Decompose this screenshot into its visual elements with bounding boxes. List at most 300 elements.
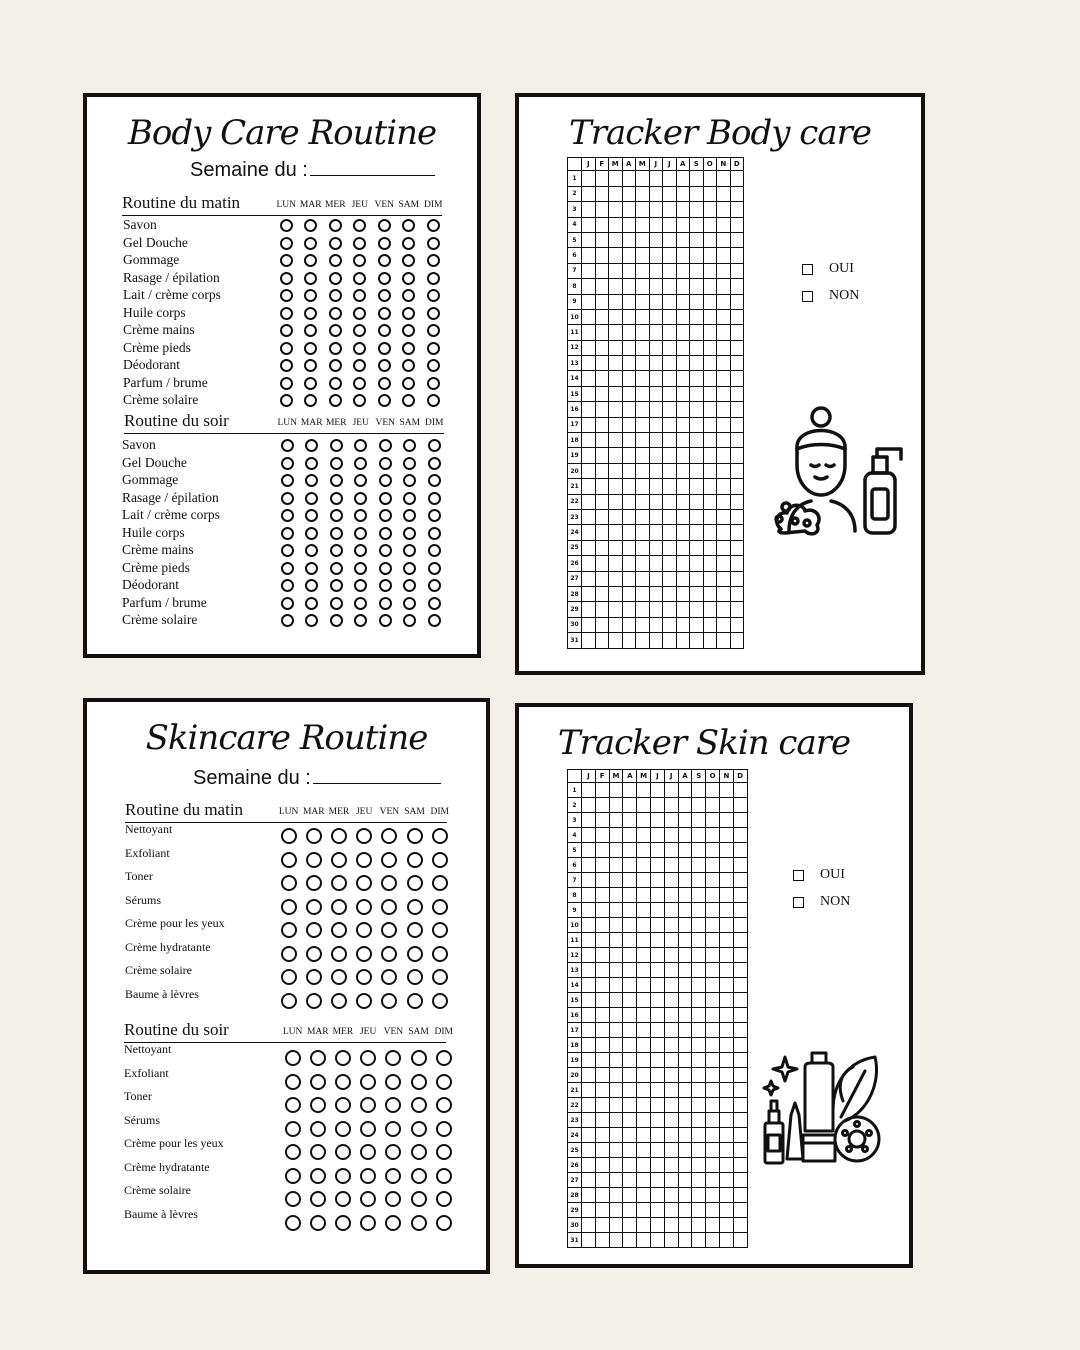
tracker-cell[interactable]: [649, 509, 663, 524]
tracker-cell[interactable]: [609, 171, 623, 186]
tracker-cell[interactable]: [650, 918, 664, 933]
day-checkbox[interactable]: [330, 579, 343, 592]
tracker-cell[interactable]: [609, 602, 623, 617]
tracker-cell[interactable]: [730, 494, 744, 509]
tracker-cell[interactable]: [678, 1023, 692, 1038]
day-checkbox[interactable]: [402, 289, 415, 302]
tracker-cell[interactable]: [623, 888, 637, 903]
day-checkbox[interactable]: [335, 1168, 351, 1184]
day-checkbox[interactable]: [403, 562, 416, 575]
day-checkbox[interactable]: [428, 492, 441, 505]
tracker-cell[interactable]: [690, 309, 704, 324]
tracker-cell[interactable]: [703, 556, 717, 571]
day-checkbox[interactable]: [353, 254, 366, 267]
tracker-cell[interactable]: [622, 371, 636, 386]
tracker-cell[interactable]: [730, 356, 744, 371]
tracker-cell[interactable]: [622, 248, 636, 263]
tracker-cell[interactable]: [609, 248, 623, 263]
tracker-cell[interactable]: [637, 873, 651, 888]
tracker-cell[interactable]: [637, 1038, 651, 1053]
day-checkbox[interactable]: [280, 254, 293, 267]
tracker-cell[interactable]: [730, 202, 744, 217]
tracker-cell[interactable]: [719, 843, 733, 858]
tracker-cell[interactable]: [733, 1158, 747, 1173]
day-checkbox[interactable]: [354, 579, 367, 592]
tracker-cell[interactable]: [719, 1053, 733, 1068]
tracker-cell[interactable]: [706, 1233, 720, 1248]
tracker-cell[interactable]: [623, 963, 637, 978]
tracker-cell[interactable]: [690, 617, 704, 632]
tracker-cell[interactable]: [692, 1188, 706, 1203]
tracker-cell[interactable]: [676, 356, 690, 371]
tracker-cell[interactable]: [636, 463, 650, 478]
day-checkbox[interactable]: [354, 439, 367, 452]
tracker-cell[interactable]: [650, 828, 664, 843]
tracker-cell[interactable]: [719, 1188, 733, 1203]
tracker-cell[interactable]: [703, 171, 717, 186]
day-checkbox[interactable]: [354, 474, 367, 487]
tracker-cell[interactable]: [595, 202, 609, 217]
day-checkbox[interactable]: [381, 828, 397, 844]
tracker-cell[interactable]: [730, 602, 744, 617]
day-checkbox[interactable]: [281, 492, 294, 505]
tracker-cell[interactable]: [637, 1083, 651, 1098]
tracker-cell[interactable]: [622, 617, 636, 632]
tracker-cell[interactable]: [678, 858, 692, 873]
day-checkbox[interactable]: [403, 509, 416, 522]
day-checkbox[interactable]: [379, 544, 392, 557]
tracker-cell[interactable]: [609, 978, 623, 993]
tracker-cell[interactable]: [582, 263, 596, 278]
tracker-cell[interactable]: [706, 1083, 720, 1098]
tracker-cell[interactable]: [663, 448, 677, 463]
tracker-cell[interactable]: [730, 540, 744, 555]
day-checkbox[interactable]: [281, 509, 294, 522]
day-checkbox[interactable]: [407, 899, 423, 915]
tracker-cell[interactable]: [692, 1068, 706, 1083]
tracker-cell[interactable]: [690, 540, 704, 555]
tracker-cell[interactable]: [595, 371, 609, 386]
tracker-cell[interactable]: [609, 402, 623, 417]
tracker-cell[interactable]: [637, 1068, 651, 1083]
tracker-cell[interactable]: [609, 1113, 623, 1128]
tracker-cell[interactable]: [690, 325, 704, 340]
tracker-cell[interactable]: [622, 417, 636, 432]
tracker-cell[interactable]: [649, 325, 663, 340]
day-checkbox[interactable]: [378, 219, 391, 232]
tracker-cell[interactable]: [595, 525, 609, 540]
tracker-cell[interactable]: [582, 828, 596, 843]
tracker-cell[interactable]: [733, 1008, 747, 1023]
tracker-cell[interactable]: [719, 888, 733, 903]
tracker-cell[interactable]: [582, 617, 596, 632]
tracker-cell[interactable]: [636, 509, 650, 524]
day-checkbox[interactable]: [330, 474, 343, 487]
tracker-cell[interactable]: [623, 1023, 637, 1038]
tracker-cell[interactable]: [717, 540, 731, 555]
tracker-cell[interactable]: [690, 248, 704, 263]
tracker-cell[interactable]: [692, 1218, 706, 1233]
tracker-cell[interactable]: [717, 263, 731, 278]
tracker-cell[interactable]: [595, 873, 609, 888]
day-checkbox[interactable]: [304, 272, 317, 285]
tracker-cell[interactable]: [676, 417, 690, 432]
day-checkbox[interactable]: [329, 289, 342, 302]
tracker-cell[interactable]: [703, 463, 717, 478]
tracker-cell[interactable]: [717, 556, 731, 571]
tracker-cell[interactable]: [676, 171, 690, 186]
day-checkbox[interactable]: [305, 457, 318, 470]
tracker-cell[interactable]: [692, 1173, 706, 1188]
tracker-cell[interactable]: [637, 813, 651, 828]
tracker-cell[interactable]: [636, 309, 650, 324]
tracker-cell[interactable]: [582, 633, 596, 648]
tracker-cell[interactable]: [609, 479, 623, 494]
tracker-cell[interactable]: [664, 903, 678, 918]
tracker-cell[interactable]: [664, 813, 678, 828]
day-checkbox[interactable]: [402, 394, 415, 407]
day-checkbox[interactable]: [354, 597, 367, 610]
day-checkbox[interactable]: [281, 562, 294, 575]
tracker-cell[interactable]: [730, 263, 744, 278]
day-checkbox[interactable]: [280, 219, 293, 232]
tracker-cell[interactable]: [595, 933, 609, 948]
tracker-cell[interactable]: [676, 232, 690, 247]
tracker-cell[interactable]: [582, 325, 596, 340]
tracker-cell[interactable]: [622, 171, 636, 186]
tracker-cell[interactable]: [609, 325, 623, 340]
tracker-cell[interactable]: [582, 1113, 596, 1128]
tracker-cell[interactable]: [609, 1008, 623, 1023]
tracker-cell[interactable]: [676, 617, 690, 632]
day-checkbox[interactable]: [280, 272, 293, 285]
day-checkbox[interactable]: [331, 922, 347, 938]
day-checkbox[interactable]: [354, 492, 367, 505]
tracker-cell[interactable]: [595, 417, 609, 432]
tracker-cell[interactable]: [703, 433, 717, 448]
tracker-cell[interactable]: [717, 602, 731, 617]
day-checkbox[interactable]: [403, 544, 416, 557]
tracker-cell[interactable]: [730, 248, 744, 263]
day-checkbox[interactable]: [379, 474, 392, 487]
day-checkbox[interactable]: [385, 1168, 401, 1184]
tracker-cell[interactable]: [719, 1218, 733, 1233]
tracker-cell[interactable]: [636, 340, 650, 355]
tracker-cell[interactable]: [649, 217, 663, 232]
tracker-cell[interactable]: [703, 525, 717, 540]
tracker-cell[interactable]: [706, 918, 720, 933]
tracker-cell[interactable]: [622, 586, 636, 601]
tracker-cell[interactable]: [636, 325, 650, 340]
tracker-cell[interactable]: [623, 1218, 637, 1233]
legend-checkbox[interactable]: [802, 291, 813, 302]
day-checkbox[interactable]: [281, 544, 294, 557]
tracker-cell[interactable]: [692, 1158, 706, 1173]
tracker-cell[interactable]: [706, 1053, 720, 1068]
tracker-cell[interactable]: [730, 232, 744, 247]
day-checkbox[interactable]: [402, 272, 415, 285]
tracker-cell[interactable]: [637, 963, 651, 978]
tracker-cell[interactable]: [719, 1083, 733, 1098]
day-checkbox[interactable]: [402, 237, 415, 250]
day-checkbox[interactable]: [379, 457, 392, 470]
day-checkbox[interactable]: [360, 1215, 376, 1231]
tracker-cell[interactable]: [623, 873, 637, 888]
tracker-cell[interactable]: [733, 1188, 747, 1203]
day-checkbox[interactable]: [285, 1168, 301, 1184]
tracker-cell[interactable]: [676, 556, 690, 571]
tracker-cell[interactable]: [664, 1173, 678, 1188]
tracker-cell[interactable]: [636, 279, 650, 294]
tracker-cell[interactable]: [636, 386, 650, 401]
tracker-cell[interactable]: [650, 963, 664, 978]
day-checkbox[interactable]: [331, 969, 347, 985]
day-checkbox[interactable]: [378, 377, 391, 390]
tracker-cell[interactable]: [637, 933, 651, 948]
tracker-cell[interactable]: [664, 1008, 678, 1023]
tracker-cell[interactable]: [690, 232, 704, 247]
day-checkbox[interactable]: [403, 597, 416, 610]
tracker-cell[interactable]: [595, 479, 609, 494]
tracker-cell[interactable]: [636, 479, 650, 494]
tracker-cell[interactable]: [676, 371, 690, 386]
tracker-cell[interactable]: [636, 540, 650, 555]
legend-checkbox[interactable]: [793, 870, 804, 881]
tracker-cell[interactable]: [719, 1113, 733, 1128]
tracker-cell[interactable]: [595, 232, 609, 247]
tracker-cell[interactable]: [733, 783, 747, 798]
tracker-cell[interactable]: [636, 186, 650, 201]
day-checkbox[interactable]: [305, 474, 318, 487]
tracker-cell[interactable]: [582, 1173, 596, 1188]
day-checkbox[interactable]: [330, 527, 343, 540]
tracker-cell[interactable]: [706, 798, 720, 813]
tracker-cell[interactable]: [623, 858, 637, 873]
day-checkbox[interactable]: [428, 527, 441, 540]
tracker-cell[interactable]: [582, 918, 596, 933]
tracker-cell[interactable]: [730, 386, 744, 401]
tracker-cell[interactable]: [609, 888, 623, 903]
day-checkbox[interactable]: [281, 899, 297, 915]
tracker-cell[interactable]: [609, 1188, 623, 1203]
tracker-cell[interactable]: [664, 1068, 678, 1083]
tracker-cell[interactable]: [678, 1128, 692, 1143]
tracker-cell[interactable]: [595, 602, 609, 617]
tracker-cell[interactable]: [582, 933, 596, 948]
day-checkbox[interactable]: [353, 289, 366, 302]
day-checkbox[interactable]: [353, 342, 366, 355]
tracker-cell[interactable]: [636, 556, 650, 571]
day-checkbox[interactable]: [360, 1168, 376, 1184]
day-checkbox[interactable]: [330, 492, 343, 505]
day-checkbox[interactable]: [436, 1097, 452, 1113]
tracker-cell[interactable]: [650, 1188, 664, 1203]
tracker-cell[interactable]: [717, 525, 731, 540]
tracker-cell[interactable]: [595, 813, 609, 828]
tracker-cell[interactable]: [703, 494, 717, 509]
tracker-cell[interactable]: [582, 858, 596, 873]
tracker-cell[interactable]: [717, 448, 731, 463]
tracker-cell[interactable]: [703, 602, 717, 617]
tracker-cell[interactable]: [730, 402, 744, 417]
tracker-cell[interactable]: [730, 417, 744, 432]
day-checkbox[interactable]: [281, 828, 297, 844]
tracker-cell[interactable]: [690, 294, 704, 309]
tracker-cell[interactable]: [719, 948, 733, 963]
tracker-cell[interactable]: [678, 903, 692, 918]
tracker-cell[interactable]: [582, 186, 596, 201]
day-checkbox[interactable]: [281, 579, 294, 592]
tracker-cell[interactable]: [730, 309, 744, 324]
tracker-cell[interactable]: [719, 1203, 733, 1218]
tracker-cell[interactable]: [582, 783, 596, 798]
day-checkbox[interactable]: [356, 852, 372, 868]
tracker-cell[interactable]: [730, 340, 744, 355]
tracker-cell[interactable]: [717, 633, 731, 648]
tracker-cell[interactable]: [623, 1188, 637, 1203]
tracker-cell[interactable]: [582, 556, 596, 571]
tracker-cell[interactable]: [595, 340, 609, 355]
tracker-cell[interactable]: [690, 371, 704, 386]
day-checkbox[interactable]: [285, 1074, 301, 1090]
tracker-cell[interactable]: [719, 813, 733, 828]
tracker-cell[interactable]: [582, 602, 596, 617]
day-checkbox[interactable]: [356, 993, 372, 1009]
tracker-cell[interactable]: [703, 633, 717, 648]
tracker-cell[interactable]: [609, 948, 623, 963]
tracker-cell[interactable]: [676, 186, 690, 201]
tracker-cell[interactable]: [692, 933, 706, 948]
day-checkbox[interactable]: [427, 324, 440, 337]
day-checkbox[interactable]: [378, 307, 391, 320]
day-checkbox[interactable]: [306, 899, 322, 915]
tracker-cell[interactable]: [609, 448, 623, 463]
tracker-cell[interactable]: [730, 509, 744, 524]
tracker-cell[interactable]: [664, 978, 678, 993]
tracker-cell[interactable]: [733, 963, 747, 978]
tracker-cell[interactable]: [609, 1053, 623, 1068]
tracker-cell[interactable]: [623, 1098, 637, 1113]
day-checkbox[interactable]: [353, 219, 366, 232]
tracker-cell[interactable]: [636, 617, 650, 632]
tracker-cell[interactable]: [733, 1023, 747, 1038]
tracker-cell[interactable]: [663, 540, 677, 555]
day-checkbox[interactable]: [310, 1074, 326, 1090]
day-checkbox[interactable]: [310, 1121, 326, 1137]
tracker-cell[interactable]: [690, 509, 704, 524]
tracker-cell[interactable]: [730, 586, 744, 601]
day-checkbox[interactable]: [354, 509, 367, 522]
tracker-cell[interactable]: [690, 556, 704, 571]
tracker-cell[interactable]: [719, 1173, 733, 1188]
tracker-cell[interactable]: [733, 1218, 747, 1233]
tracker-cell[interactable]: [730, 217, 744, 232]
tracker-cell[interactable]: [636, 571, 650, 586]
tracker-cell[interactable]: [678, 1083, 692, 1098]
day-checkbox[interactable]: [285, 1050, 301, 1066]
tracker-cell[interactable]: [703, 186, 717, 201]
tracker-cell[interactable]: [690, 494, 704, 509]
tracker-cell[interactable]: [595, 171, 609, 186]
tracker-cell[interactable]: [595, 1053, 609, 1068]
day-checkbox[interactable]: [428, 562, 441, 575]
tracker-cell[interactable]: [664, 888, 678, 903]
tracker-cell[interactable]: [663, 402, 677, 417]
day-checkbox[interactable]: [305, 527, 318, 540]
tracker-cell[interactable]: [582, 479, 596, 494]
tracker-cell[interactable]: [690, 633, 704, 648]
tracker-cell[interactable]: [678, 1233, 692, 1248]
day-checkbox[interactable]: [306, 993, 322, 1009]
tracker-cell[interactable]: [706, 843, 720, 858]
tracker-cell[interactable]: [595, 1143, 609, 1158]
day-checkbox[interactable]: [385, 1215, 401, 1231]
tracker-cell[interactable]: [730, 171, 744, 186]
tracker-cell[interactable]: [623, 993, 637, 1008]
tracker-cell[interactable]: [623, 1158, 637, 1173]
tracker-cell[interactable]: [595, 888, 609, 903]
day-checkbox[interactable]: [432, 828, 448, 844]
tracker-cell[interactable]: [692, 993, 706, 1008]
day-checkbox[interactable]: [411, 1050, 427, 1066]
tracker-cell[interactable]: [582, 963, 596, 978]
tracker-cell[interactable]: [595, 248, 609, 263]
tracker-cell[interactable]: [717, 509, 731, 524]
tracker-cell[interactable]: [703, 340, 717, 355]
tracker-cell[interactable]: [717, 248, 731, 263]
tracker-cell[interactable]: [706, 888, 720, 903]
tracker-cell[interactable]: [637, 1143, 651, 1158]
tracker-cell[interactable]: [692, 1233, 706, 1248]
tracker-cell[interactable]: [649, 494, 663, 509]
tracker-cell[interactable]: [649, 371, 663, 386]
tracker-cell[interactable]: [637, 1098, 651, 1113]
day-checkbox[interactable]: [304, 324, 317, 337]
day-checkbox[interactable]: [436, 1168, 452, 1184]
tracker-cell[interactable]: [690, 433, 704, 448]
legend-checkbox[interactable]: [793, 897, 804, 908]
tracker-cell[interactable]: [717, 202, 731, 217]
tracker-cell[interactable]: [650, 843, 664, 858]
tracker-cell[interactable]: [623, 1068, 637, 1083]
day-checkbox[interactable]: [360, 1121, 376, 1137]
tracker-cell[interactable]: [733, 873, 747, 888]
day-checkbox[interactable]: [305, 509, 318, 522]
tracker-cell[interactable]: [609, 1143, 623, 1158]
tracker-cell[interactable]: [664, 1113, 678, 1128]
day-checkbox[interactable]: [335, 1191, 351, 1207]
tracker-cell[interactable]: [706, 1038, 720, 1053]
day-checkbox[interactable]: [305, 579, 318, 592]
tracker-cell[interactable]: [622, 571, 636, 586]
day-checkbox[interactable]: [356, 922, 372, 938]
tracker-cell[interactable]: [717, 232, 731, 247]
day-checkbox[interactable]: [354, 614, 367, 627]
tracker-cell[interactable]: [582, 402, 596, 417]
tracker-cell[interactable]: [664, 828, 678, 843]
tracker-cell[interactable]: [582, 509, 596, 524]
tracker-cell[interactable]: [733, 978, 747, 993]
tracker-cell[interactable]: [622, 309, 636, 324]
tracker-cell[interactable]: [717, 171, 731, 186]
tracker-cell[interactable]: [595, 918, 609, 933]
tracker-cell[interactable]: [609, 1038, 623, 1053]
tracker-cell[interactable]: [649, 186, 663, 201]
day-checkbox[interactable]: [379, 509, 392, 522]
day-checkbox[interactable]: [304, 219, 317, 232]
tracker-cell[interactable]: [582, 1203, 596, 1218]
tracker-cell[interactable]: [622, 433, 636, 448]
